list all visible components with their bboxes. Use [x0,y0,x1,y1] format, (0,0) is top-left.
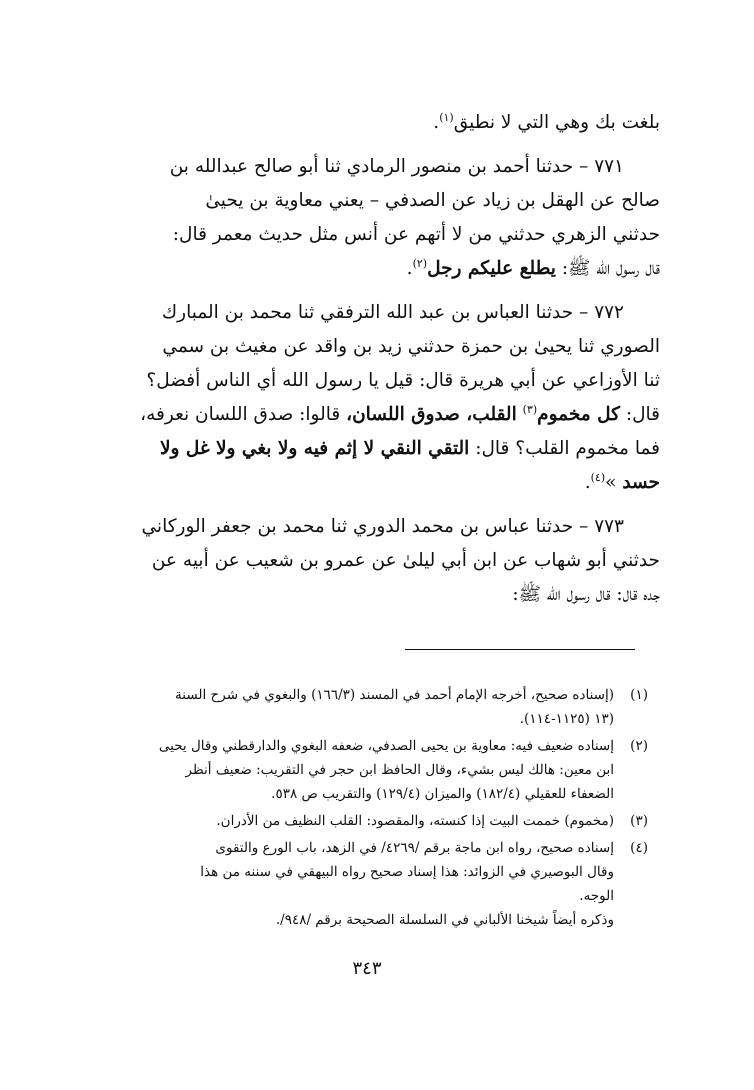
footnote-line: ابن معين: هالك ليس بشيء، وقال الحافظ ابن حجر في التقريب: ضعيف أنظر [185,762,614,778]
hadith-772-end: . [584,472,591,493]
footnote-4 [100,836,648,932]
intro-line [100,106,660,140]
footnote-line: (مخموم) خممت البيت إذا كنسته، والمقصود: القلب النظيف من الأدران. [216,813,614,829]
footnote-separator [405,649,635,650]
footnote-line: الوجه. [579,888,614,904]
footnote-ref-4: (٤) [590,470,606,484]
footnote-1 [100,683,648,731]
footnote-3 [100,809,648,833]
footnote-line: وقال البوصيري في الزوائد: هذا إسناد صحيح رواه البيهقي في سننه من هذا [200,864,614,880]
hadith-771 [100,150,660,286]
footnote-line: (إسناده صحيح، أخرجه الإمام أحمد في المسند (١٦٦/٣) والبغوي في شرح السنة [175,687,614,703]
hadith-772-quote-d: حسد [622,472,660,493]
quote-close-mark: » [605,472,617,493]
footnote-line: إسناده ضعيف فيه: معاوية بن يحيى الصدفي، ضعفه البغوي والدارقطني وقال يحيى [158,738,614,754]
hadith-773 [100,510,660,612]
hadith-771-line-3: حدثني الزهري حدثني من لا أتهم عن أنس مثل حديث معمر قال: [172,224,660,245]
main-text [100,106,660,612]
hadith-771-quote: يطلع عليكم رجل [427,258,556,279]
hadith-772-line-4 [100,398,660,432]
hadith-772-line-4-a: قال: [625,404,660,425]
hadith-773-line-1: ٧٧٣ – حدثنا عباس بن محمد الدوري ثنا محمد بن جعفر الوركاني [141,516,624,537]
footnote-body [100,809,614,833]
hadith-772-quote-a: كل مخموم [537,404,620,425]
footnote-number: (٢) [630,738,648,754]
intro-end: . [433,112,440,133]
hadith-771-line-4 [100,252,660,286]
hadith-771-end: . [406,258,413,279]
footnote-ref-2: (٢) [412,256,428,270]
hadith-772-line-5 [100,432,660,466]
footnote-line: إسناده صحيح، رواه ابن ماجة برقم /٤٢٦٩/ في الزهد، باب الورع والتقوى [215,840,614,856]
intro-text: بلغت بك وهي التي لا نطيق [453,112,660,133]
hadith-772-line-1: ٧٧٢ – حدثنا العباس بن عبد الله الترفقي ثنا محمد بن المبارك [161,302,624,323]
hadith-772-quote-b: القلب، صدوق اللسان، [346,404,517,425]
footnote-2 [100,734,648,806]
footnote-body [100,836,614,932]
page-number: ٣٤٣ [352,958,382,979]
hadith-771-line-2: صالح عن الهقل بن زياد عن الصدفي – يعني معاوية بن يحيىٰ [205,190,660,211]
footnote-ref-3: (٣) [522,402,538,416]
hadith-771-line-1: ٧٧١ – حدثنا أحمد بن منصور الرمادي ثنا أبو صالح عبدالله بن [169,156,624,177]
footnote-number: (٣) [630,813,648,829]
footnotes [100,683,648,935]
hadith-772-line-2: الصوري ثنا يحيىٰ بن حمزة حدثني زيد بن واقد عن مغيث بن سمي [162,336,660,357]
hadith-772-line-3: ثنا الأوزاعي عن أبي هريرة قال: قيل يا رسول الله أي الناس أفضل؟ [146,370,660,391]
hadith-772-line-4-d: قالوا: صدق اللسان نعرفه، [140,404,341,425]
footnote-body [100,734,614,806]
footnote-line: وذكره أيضاً شيخنا الألباني في السلسلة الصحيحة برقم /٩٤٨/. [275,912,614,928]
hadith-772-line-6 [100,466,660,500]
hadith-771-line-4-a: قال رسول الله ﷺ: [561,258,660,279]
hadith-773-line-2: حدثني أبو شهاب عن ابن أبي ليلىٰ عن عمرو بن شعيب عن أبيه عن [151,550,660,571]
footnote-line: الضعفاء للعقيلي (١٨٢/٤) والميزان (١٢٩/٤) والتقريب ص ٥٣٨. [271,786,614,802]
hadith-772-quote-c: التقي النقي لا إثم فيه ولا بغي ولا غل ولا [159,438,470,459]
footnote-ref-1: (١) [439,110,454,124]
footnote-body [100,683,614,731]
footnote-number: (١) [630,687,648,703]
hadith-772 [100,296,660,500]
footnote-number: (٤) [630,840,648,856]
hadith-773-line-3: جده قال: قال رسول الله ﷺ: [512,584,660,605]
footnote-line: (١٣ (١١٢٥-١١٤). [519,711,614,727]
hadith-772-line-5-a: فما مخموم القلب؟ قال: [475,438,660,459]
